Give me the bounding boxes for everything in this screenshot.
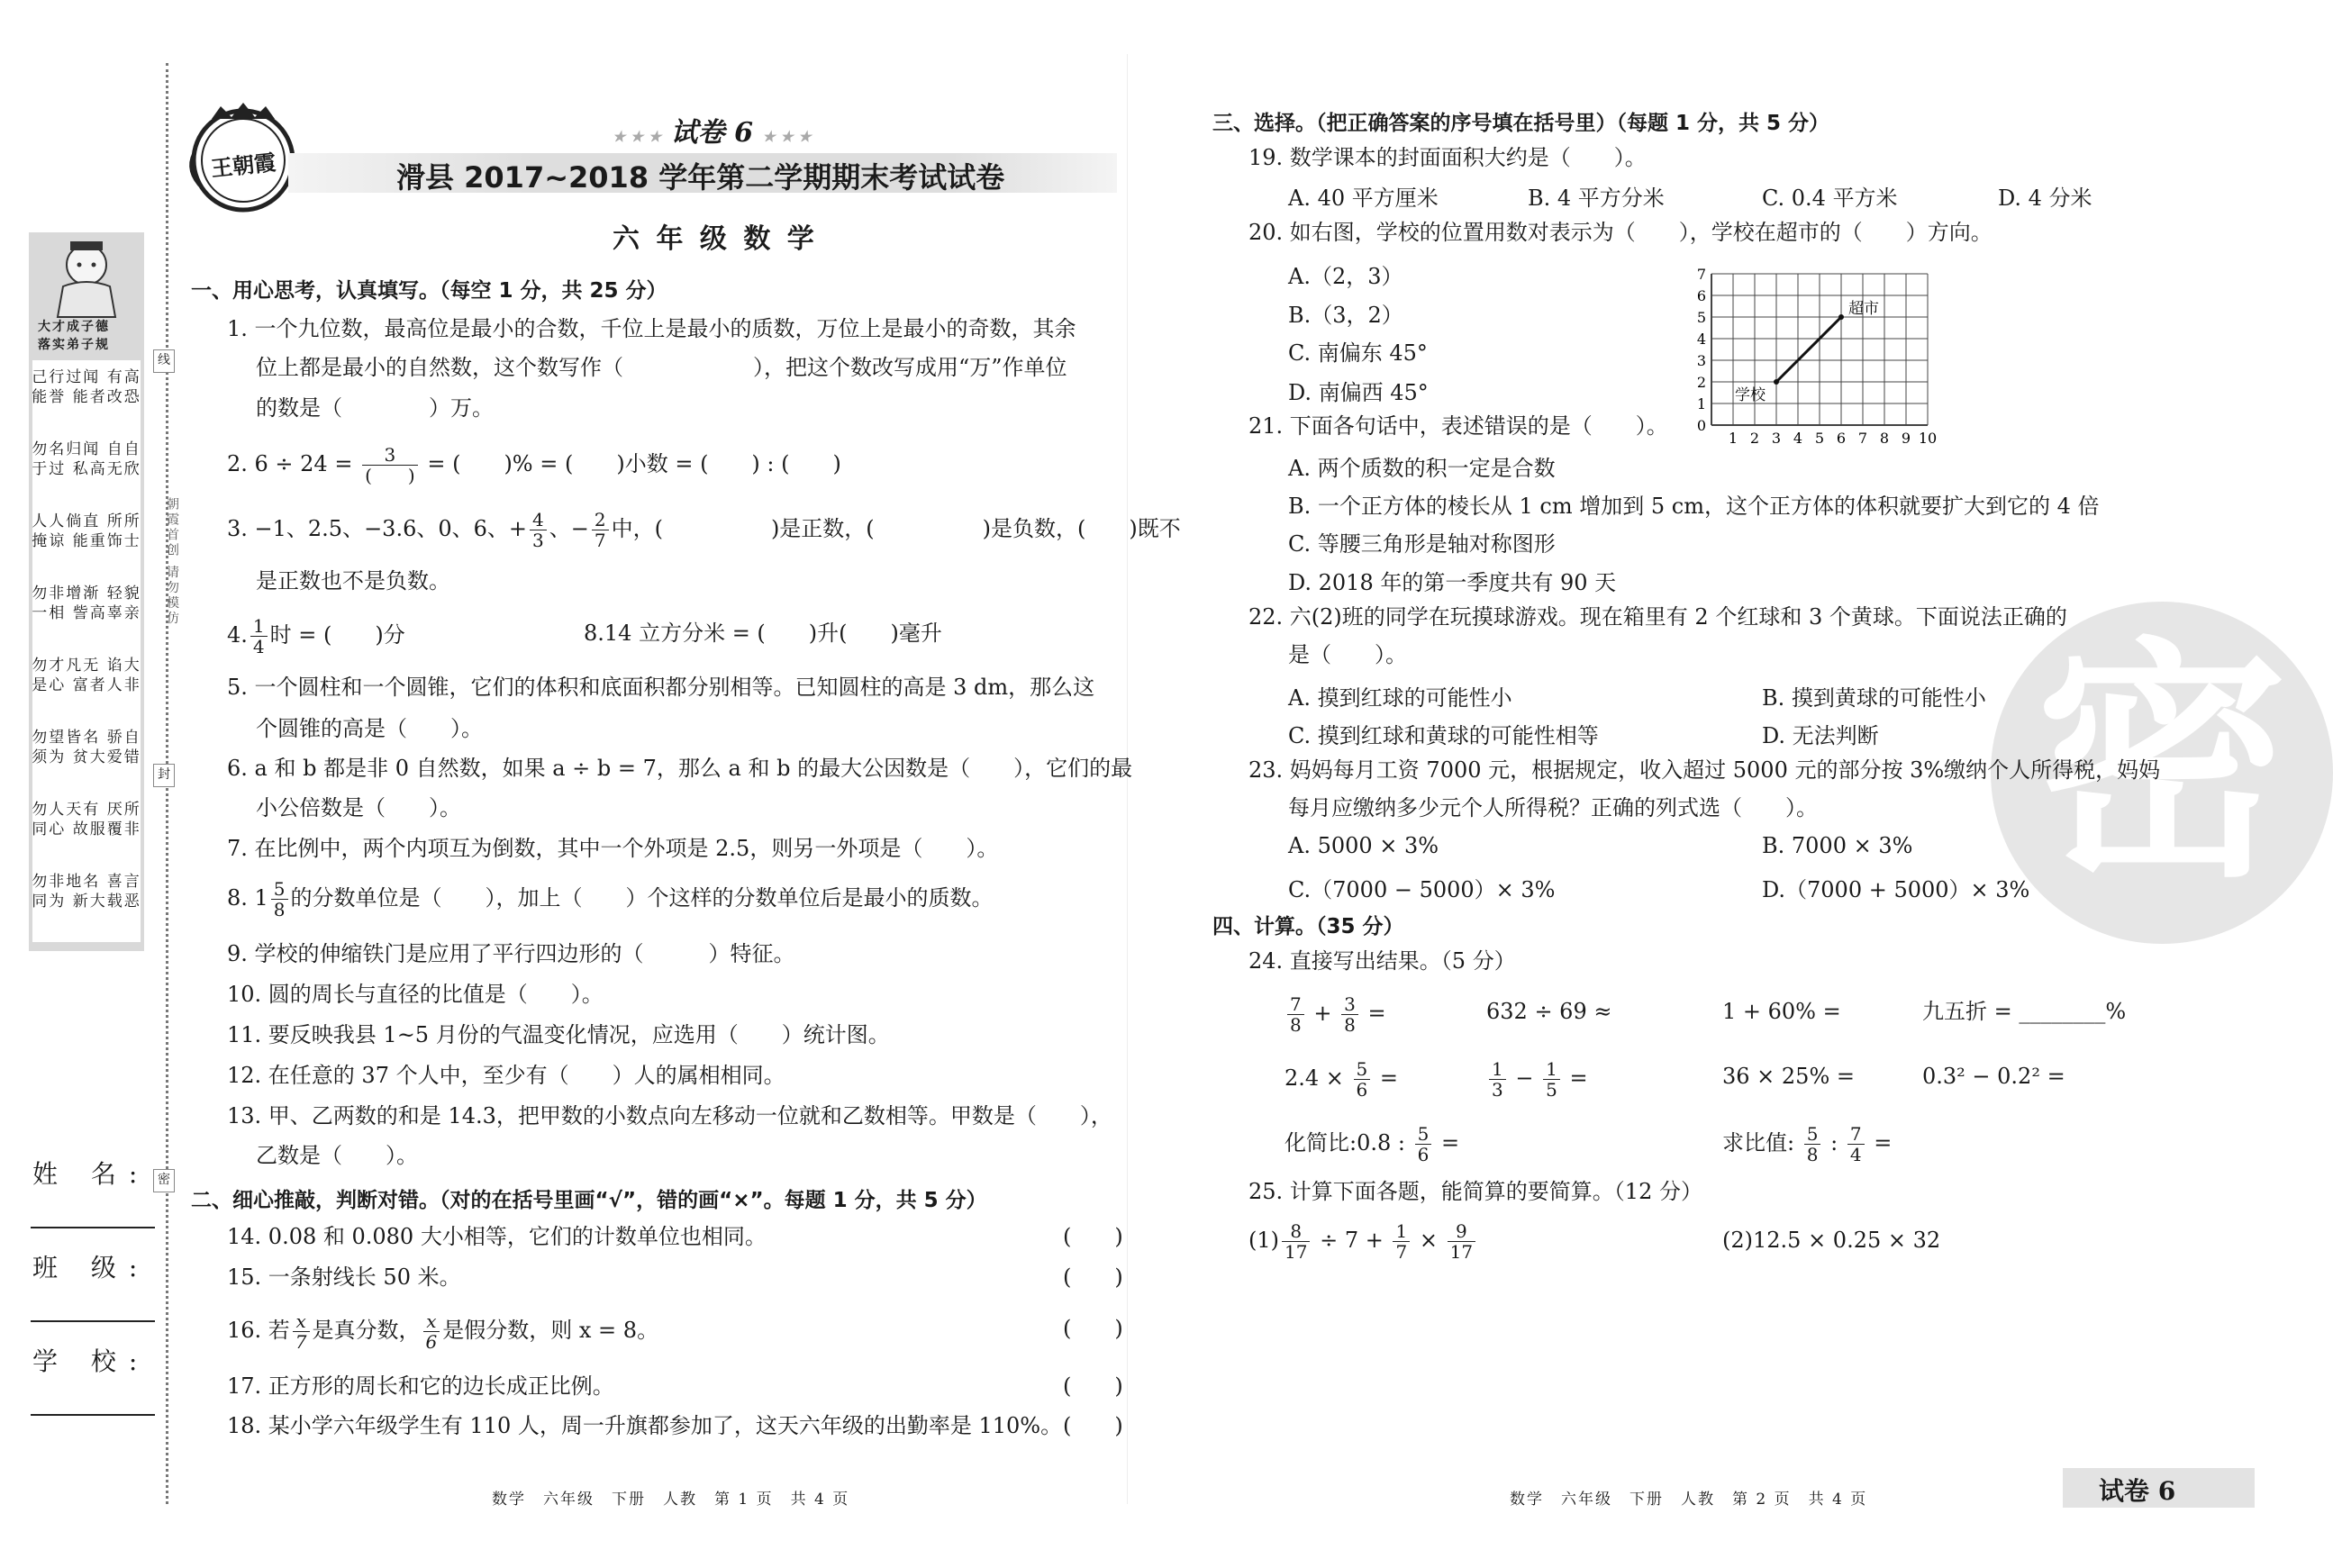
motto: 勿人天有 厌所同心 故服覆非 — [32, 801, 141, 838]
y-tick-label: 4 — [1696, 331, 1706, 348]
option-d[interactable]: D. 2018 年的第一季度共有 90 天 — [1288, 570, 1617, 595]
question-8: 8. 1 $\frac{5}{8}$ 的分数单位是（ ），加上（ ）个这样的分数单位后是最小的质数。 — [227, 878, 994, 920]
answer-paren[interactable]: ( ) — [1063, 1224, 1123, 1249]
option-d[interactable]: D.（7000 + 5000）× 3% — [1762, 877, 2030, 902]
school-point — [1774, 379, 1779, 385]
option-c[interactable]: C. 0.4 平方米 — [1762, 186, 1898, 211]
y-tick-label: 0 — [1696, 417, 1706, 434]
star-icon: ★ ★ ★ — [613, 128, 662, 145]
question-3: 3. −1、2.5、−3.6、0、6、+ $\frac{4}{3}$ 、− $\frac{2}{7}$ 中，( )是正数，( )是负数，( )既不 — [227, 509, 1181, 551]
banner-text-1: 大才成子德 — [38, 320, 110, 334]
fraction: $\frac{x}{7}$ — [293, 1311, 310, 1352]
question-5-line: 5. 一个圆柱和一个圆锥，它们的体积和底面积都分别相等。已知圆柱的高是 3 dm，那么这 — [227, 675, 1095, 700]
calc-1: $\frac{7}{8}$ + $\frac{3}{8}$ = — [1285, 994, 1386, 1035]
option-d[interactable]: D. 4 分米 — [1998, 186, 2092, 211]
fraction: $\frac{7}{8}$ — [1287, 994, 1304, 1035]
fraction: $\frac{1}{4}$ — [250, 616, 268, 657]
calc-3: 1 + 60% = — [1722, 999, 1841, 1024]
option-a[interactable]: A. 摸到红球的可能性小 — [1288, 685, 1512, 711]
y-tick-label: 3 — [1696, 352, 1706, 369]
question-6-line: 6. a 和 b 都是非 0 自然数，如果 a ÷ b = 7，那么 a 和 b 的最大公因数是（ ），它们的最 — [227, 756, 1133, 781]
school-label: 学 校: — [32, 1346, 150, 1376]
y-tick-label: 7 — [1696, 266, 1706, 283]
section-3-heading: 三、选择。（把正确答案的序号填在括号里）（每题 1 分，共 5 分） — [1212, 112, 1830, 135]
question-18: 18. 某小学六年级学生有 110 人，周一升旗都参加了，这天六年级的出勤率是 110%。 — [227, 1413, 1063, 1438]
question-5-line: 个圆锥的高是（ ）。 — [256, 716, 483, 741]
scholar-figure — [40, 238, 133, 321]
binding-mark: 封 — [153, 764, 175, 787]
option-d[interactable]: D. 南偏西 45° — [1288, 380, 1429, 405]
motto: 勿望皆名 骄自须为 贫大爱错 — [32, 729, 141, 766]
question-25-2: (2)12.5 × 0.25 × 32 — [1722, 1228, 1941, 1253]
question-6-line: 小公倍数是（ ）。 — [256, 795, 461, 820]
star-icon: ★ ★ ★ — [762, 128, 812, 145]
x-tick-label: 8 — [1879, 430, 1890, 447]
page-title: 滑县 2017~2018 学年第二学期期末考试试卷 — [396, 160, 1005, 195]
option-b[interactable]: B. 一个正方体的棱长从 1 cm 增加到 5 cm，这个正方体的体积就要扩大到它的 4 倍 — [1288, 494, 2100, 519]
right-footer: 数学 六年级 下册 人教 第 2 页 共 4 页 — [1510, 1491, 1868, 1509]
fraction: $\frac{8}{17}$ — [1282, 1221, 1310, 1262]
name-field[interactable] — [31, 1227, 155, 1228]
y-tick-label: 5 — [1696, 309, 1706, 326]
y-tick-label: 6 — [1696, 287, 1706, 304]
question-25-1: (1) $\frac{8}{17}$ ÷ 7 + $\frac{1}{7}$ × $\frac{9}{17}$ — [1248, 1221, 1478, 1262]
question-23-line: 每月应缴纳多少元个人所得税？正确的列式选（ ）。 — [1288, 795, 1818, 820]
fraction: $\frac{3}{8}$ — [1341, 994, 1358, 1035]
motto: 勿非地名 喜言同为 新大载恶 — [32, 873, 141, 911]
question-11: 11. 要反映我县 1~5 月份的气温变化情况，应选用（ ）统计图。 — [227, 1022, 890, 1047]
option-a[interactable]: A.（2，3） — [1288, 264, 1403, 289]
calc-10: 求比值: $\frac{5}{8}$ : $\frac{7}{4}$ = — [1722, 1123, 1893, 1165]
calc-2: 632 ÷ 69 ≈ — [1486, 999, 1612, 1024]
fraction: $\frac{x}{6}$ — [423, 1311, 440, 1352]
question-25: 25. 计算下面各题，能简算的要简算。（12 分） — [1248, 1179, 1702, 1204]
market-point — [1838, 314, 1844, 320]
x-tick-label: 5 — [1814, 430, 1825, 447]
school-field[interactable] — [31, 1414, 155, 1416]
question-14: 14. 0.08 和 0.080 大小相等，它们的计数单位也相同。 — [227, 1224, 767, 1249]
option-c[interactable]: C. 等腰三角形是轴对称图形 — [1288, 531, 1556, 557]
vertical-note: 朝霞首创 请勿模仿 — [165, 497, 179, 627]
fraction: $\frac{5}{8}$ — [271, 879, 288, 920]
school-market-segment — [1776, 317, 1841, 382]
corner-label: 试卷 6 — [2099, 1476, 2176, 1506]
question-9: 9. 学校的伸缩铁门是应用了平行四边形的（ ）特征。 — [227, 941, 795, 966]
y-tick-label: 2 — [1696, 374, 1706, 391]
school-label: 学校 — [1735, 386, 1766, 404]
question-1-line: 1. 一个九位数，最高位是最小的合数，千位上是最小的质数，万位上是最小的奇数，其余 — [227, 316, 1076, 341]
question-12: 12. 在任意的 37 个人中，至少有（ ）人的属相相同。 — [227, 1063, 785, 1088]
paper-label: ★ ★ ★ 试卷 6 ★ ★ ★ — [613, 117, 812, 149]
section-4-heading: 四、计算。（35 分） — [1212, 915, 1404, 938]
motto: 勿名归闻 自自于过 私高无欣 — [32, 440, 141, 478]
motto: 勿非增渐 轻貌一相 訾高辜亲 — [32, 585, 141, 622]
question-1-line: 位上都是最小的自然数，这个数写作（ ），把这个数改写成用“万”作单位 — [256, 355, 1067, 380]
calc-5: 2.4 × $\frac{5}{6}$ = — [1285, 1058, 1399, 1101]
section-1-heading: 一、用心思考，认真填写。（每空 1 分，共 25 分） — [191, 279, 667, 303]
question-1-line: 的数是（ ）万。 — [256, 395, 494, 421]
left-footer: 数学 六年级 下册 人教 第 1 页 共 4 页 — [492, 1491, 850, 1509]
motto: 人人倘直 所所掩谅 能重饰士 — [32, 512, 141, 550]
calc-4: 九五折 = ________% — [1922, 999, 2127, 1024]
x-tick-label: 2 — [1749, 430, 1760, 447]
fraction: $\frac{4}{3}$ — [530, 510, 547, 550]
motto: 勿才凡无 谄大是心 富者人非 — [32, 657, 141, 694]
banner-text-2: 落实弟子规 — [38, 338, 110, 352]
market-label: 超市 — [1848, 300, 1879, 318]
option-c[interactable]: C.（7000 − 5000）× 3% — [1288, 877, 1556, 902]
option-a[interactable]: A. 两个质数的积一定是合数 — [1288, 456, 1556, 481]
question-3-line: 是正数也不是负数。 — [256, 568, 450, 594]
fraction: $\frac{1}{3}$ — [1489, 1059, 1506, 1100]
answer-paren[interactable]: ( ) — [1063, 1264, 1123, 1290]
question-15: 15. 一条射线长 50 米。 — [227, 1264, 461, 1290]
fraction: $\frac{2}{7}$ — [592, 510, 609, 550]
question-7: 7. 在比例中，两个内项互为倒数，其中一个外项是 2.5，则另一外项是（ ）。 — [227, 836, 999, 861]
confidential-watermark: 密 — [1991, 602, 2333, 944]
fraction: $\frac{9}{17}$ — [1448, 1221, 1475, 1262]
answer-paren[interactable]: ( ) — [1063, 1373, 1123, 1399]
class-field[interactable] — [31, 1320, 155, 1322]
x-tick-label: 9 — [1901, 430, 1911, 447]
fraction: $\frac{5}{8}$ — [1804, 1124, 1821, 1165]
name-label: 姓 名: — [32, 1159, 150, 1189]
x-tick-label: 6 — [1836, 430, 1847, 447]
question-19: 19. 数学课本的封面面积大约是（ ）。 — [1248, 145, 1647, 170]
fraction: $\frac{5}{6}$ — [1354, 1059, 1371, 1100]
y-tick-label: 1 — [1696, 395, 1706, 412]
subject-title: 六 年 级 数 学 — [613, 223, 818, 255]
question-20: 20. 如右图，学校的位置用数对表示为（ ），学校在超市的（ ）方向。 — [1248, 220, 1993, 245]
question-22-line: 22. 六(2)班的同学在玩摸球游戏。现在箱里有 2 个红球和 3 个黄球。下面说法正确的 — [1248, 604, 2067, 630]
question-16: 16. 若 $\frac{x}{7}$ 是真分数， $\frac{x}{6}$ 是假分数，则 x = 8。 — [227, 1310, 659, 1353]
question-21: 21. 下面各句话中，表述错误的是（ ）。 — [1248, 413, 1668, 439]
answer-paren[interactable]: ( ) — [1063, 1316, 1123, 1341]
fraction: $\frac{1}{5}$ — [1543, 1059, 1560, 1100]
option-b[interactable]: B.（3，2） — [1288, 303, 1403, 328]
x-tick-label: 4 — [1793, 430, 1803, 447]
x-tick-label: 10 — [1918, 430, 1938, 447]
option-c[interactable]: C. 南偏东 45° — [1288, 340, 1428, 366]
brand-logo — [185, 99, 302, 216]
logo-text: 王朝霞 — [209, 149, 277, 182]
binding-mark: 密 — [153, 1169, 175, 1192]
x-tick-label: 3 — [1771, 430, 1782, 447]
fraction: $\frac{3}{( )}$ — [362, 445, 418, 485]
option-b[interactable]: B. 7000 × 3% — [1762, 833, 1913, 858]
calc-9: 化简比:0.8 : $\frac{5}{6}$ = — [1285, 1123, 1460, 1165]
class-label: 班 级: — [32, 1253, 150, 1282]
option-b[interactable]: B. 摸到黄球的可能性小 — [1762, 685, 1986, 711]
question-4: 4. $\frac{1}{4}$ 时 = ( )分 — [227, 615, 405, 657]
question-23-line: 23. 妈妈每月工资 7000 元，根据规定，收入超过 5000 元的部分按 3%缴纳个人所得税，妈妈 — [1248, 757, 2161, 783]
question-4b: 8.14 立方分米 = ( )升( )毫升 — [584, 621, 942, 646]
option-c[interactable]: C. 摸到红球和黄球的可能性相等 — [1288, 723, 1599, 748]
option-a[interactable]: A. 5000 × 3% — [1288, 833, 1439, 858]
motto: 己行过闻 有高能誉 能者改恐 — [32, 368, 141, 406]
binding-mark: 线 — [153, 349, 175, 373]
question-2: 2. 6 ÷ 24 = $\frac{3}{( )}$ = ( )% = ( )小数 = ( ) : ( ) — [227, 444, 841, 486]
section-2-heading: 二、细心推敲，判断对错。（对的在括号里画“√”，错的画“×”。每题 1 分，共 5 分） — [191, 1189, 987, 1212]
x-tick-label: 7 — [1857, 430, 1868, 447]
calc-8: 0.3² − 0.2² = — [1922, 1064, 2065, 1089]
fraction: $\frac{1}{7}$ — [1393, 1221, 1410, 1262]
coordinate-grid-chart — [1693, 254, 1982, 452]
question-22-line: 是（ ）。 — [1288, 642, 1407, 667]
question-13-line: 13. 甲、乙两数的和是 14.3，把甲数的小数点向左移动一位就和乙数相等。甲数是（ ）， — [227, 1103, 1112, 1128]
question-24: 24. 直接写出结果。（5 分） — [1248, 948, 1516, 974]
calc-7: 36 × 25% = — [1722, 1064, 1855, 1089]
x-tick-label: 1 — [1728, 430, 1738, 447]
question-17: 17. 正方形的周长和它的边长成正比例。 — [227, 1373, 614, 1399]
question-10: 10. 圆的周长与直径的比值是（ ）。 — [227, 982, 604, 1007]
option-b[interactable]: B. 4 平方分米 — [1528, 186, 1665, 211]
calc-6: $\frac{1}{3}$ − $\frac{1}{5}$ = — [1486, 1059, 1588, 1100]
fraction: $\frac{7}{4}$ — [1847, 1124, 1865, 1165]
question-13-line: 乙数是（ ）。 — [256, 1143, 418, 1168]
fraction: $\frac{5}{6}$ — [1415, 1124, 1432, 1165]
option-a[interactable]: A. 40 平方厘米 — [1288, 186, 1439, 211]
answer-paren[interactable]: ( ) — [1063, 1413, 1123, 1438]
option-d[interactable]: D. 无法判断 — [1762, 723, 1879, 748]
